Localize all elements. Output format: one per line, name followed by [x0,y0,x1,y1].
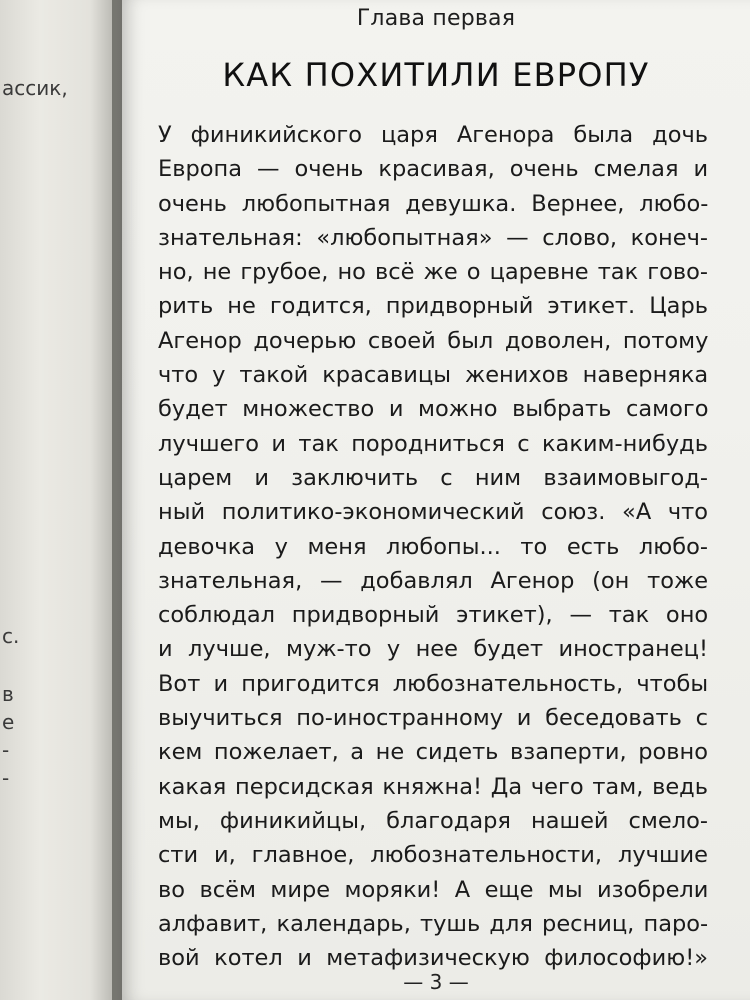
text-line: Вот и пригодится любознательность, чтобы [158,670,709,697]
left-page-text-fragment: е [2,710,15,734]
left-page-text-fragment: - [2,766,10,790]
left-facing-page [0,0,122,1000]
text-line: очень любопытная девушка. Вернее, любо- [158,190,709,217]
page-number: — 3 — [403,970,469,994]
text-line: У финикийского царя Агенора была дочь [158,122,709,148]
left-page-text-fragment: в [2,682,14,706]
text-line: рить не годится, придворный этикет. Царь [158,293,708,320]
text-line: кем пожелает, а не сидеть взаперти, ровно [158,739,708,766]
text-line: выучиться по-иностранному и беседовать с [158,705,708,732]
text-line: мы, финикийцы, благодаря нашей смело- [158,807,708,834]
text-line: алфавит, календарь, тушь для ресниц, паро- [158,910,709,937]
text-line: девочка у меня любопы... то есть любо- [158,533,708,560]
left-page-text-fragment: с. [2,624,20,648]
left-page-text-fragment: - [2,738,10,762]
text-line: какая персидская княжна! Да чего там, ведь [158,773,708,800]
chapter-title: КАК ПОХИТИЛИ ЕВРОПУ [222,56,650,94]
text-line: сти и, главное, любознательности, лучшие [158,842,708,869]
text-line: знательная, — добавлял Агенор (он тоже [158,567,709,594]
text-line: соблюдал придворный этикет), — так оно [158,602,709,629]
text-line: вой котел и метафизическую философию!» [158,945,708,972]
text-line: знательная: «любопытная» — слово, конеч- [158,224,708,251]
book-page [122,0,750,1000]
text-line: царем и заключить с ним взаимовыгод- [158,464,708,491]
chapter-label: Глава первая [356,6,516,31]
text-line: Агенор дочерью своей был доволен, потому [158,327,709,354]
text-line: и лучше, муж-то у нее будет иностранец! [158,636,708,663]
text-line: лучшего и так породниться с каким-нибудь [158,430,708,457]
left-page-text-fragment: ассик, [2,76,68,100]
text-line: ный политико-экономический союз. «А что [158,499,709,526]
text-line: будет множество и можно выбрать самого [158,396,709,423]
text-line: во всём мире моряки! А еще мы изобрели [158,876,709,903]
text-line: но, не грубое, но всё же о царевне так гово- [158,259,708,286]
body-text [158,118,708,975]
text-line: что у такой красавицы женихов наверняка [158,362,709,389]
text-line: Европа — очень красивая, очень смелая и [158,156,709,183]
